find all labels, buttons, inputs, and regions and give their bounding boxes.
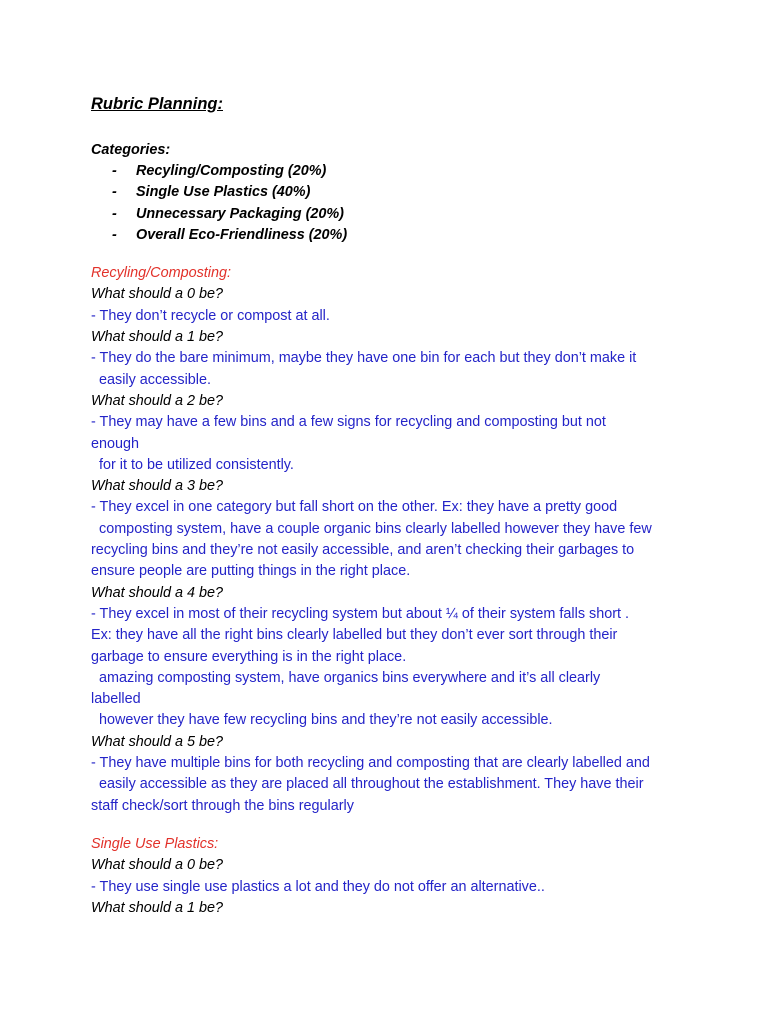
section-single-use-plastics [91, 834, 691, 919]
category-item [91, 204, 691, 225]
categories-heading: Categories: [91, 142, 171, 158]
bullet-dash: - [112, 163, 117, 179]
rubric-answer: - They use single use plastics a lot and they do not offer an alternative.. [91, 878, 545, 895]
rubric-question: What should a 4 be? [91, 584, 224, 601]
category-label: Recyling/Composting (20%) [136, 163, 327, 179]
bullet-dash: - [112, 184, 117, 201]
category-item [91, 182, 691, 203]
rubric-answer: - They have multiple bins for both recycling and composting that are clearly labelled and easily accessible as they are placed all throughout the establishment. They have their staff check/sort through the bins regularly [91, 755, 650, 814]
categories-list [91, 161, 691, 246]
category-item [91, 161, 691, 182]
bullet-dash: - [112, 205, 117, 222]
section-title: Recyling/Composting: [91, 265, 231, 282]
rubric-question: What should a 2 be? [91, 392, 224, 409]
document-title: Rubric Planning: [91, 95, 223, 113]
document-page [91, 93, 691, 919]
section-recycling-composting [91, 263, 691, 817]
category-item [91, 225, 691, 246]
rubric-question: What should a 0 be? [91, 857, 224, 874]
rubric-question: What should a 3 be? [91, 478, 224, 495]
section-title: Single Use Plastics: [91, 835, 219, 852]
rubric-answer: - They do the bare minimum, maybe they have one bin for each but they don’t make it easily accessible. [91, 350, 637, 388]
category-label: Overall Eco-Friendliness (20%) [136, 226, 348, 243]
rubric-answer: - They excel in one category but fall short on the other. Ex: they have a pretty good composting system, have a couple organic bins clearly labelled however they have few recycling bins and they’re not easily accessible, and aren’t checking their garbages to ensure people are putting things in the right place. [91, 499, 652, 580]
rubric-answer: - They don’t recycle or compost at all. [91, 307, 330, 324]
category-label: Single Use Plastics (40%) [136, 184, 311, 201]
rubric-question: What should a 5 be? [91, 733, 224, 750]
bullet-dash: - [112, 226, 117, 243]
rubric-question: What should a 1 be? [91, 329, 224, 346]
category-label: Unnecessary Packaging (20%) [136, 205, 344, 222]
rubric-answer: - They excel in most of their recycling system but about ¼ of their system falls short . Ex: they have all the right bins clearly labelled but they don’t ever sort through their garbage to ensure everything is in the right place. amazing composting system, have organics bins everywhere and it’s all clearly labelled however they have few recycling bins and they’re not easily accessible. [91, 605, 629, 729]
rubric-answer: - They may have a few bins and a few signs for recycling and composting but not enough for it to be utilized consistently. [91, 414, 606, 473]
rubric-question: What should a 0 be? [91, 286, 224, 303]
rubric-question: What should a 1 be? [91, 899, 224, 916]
